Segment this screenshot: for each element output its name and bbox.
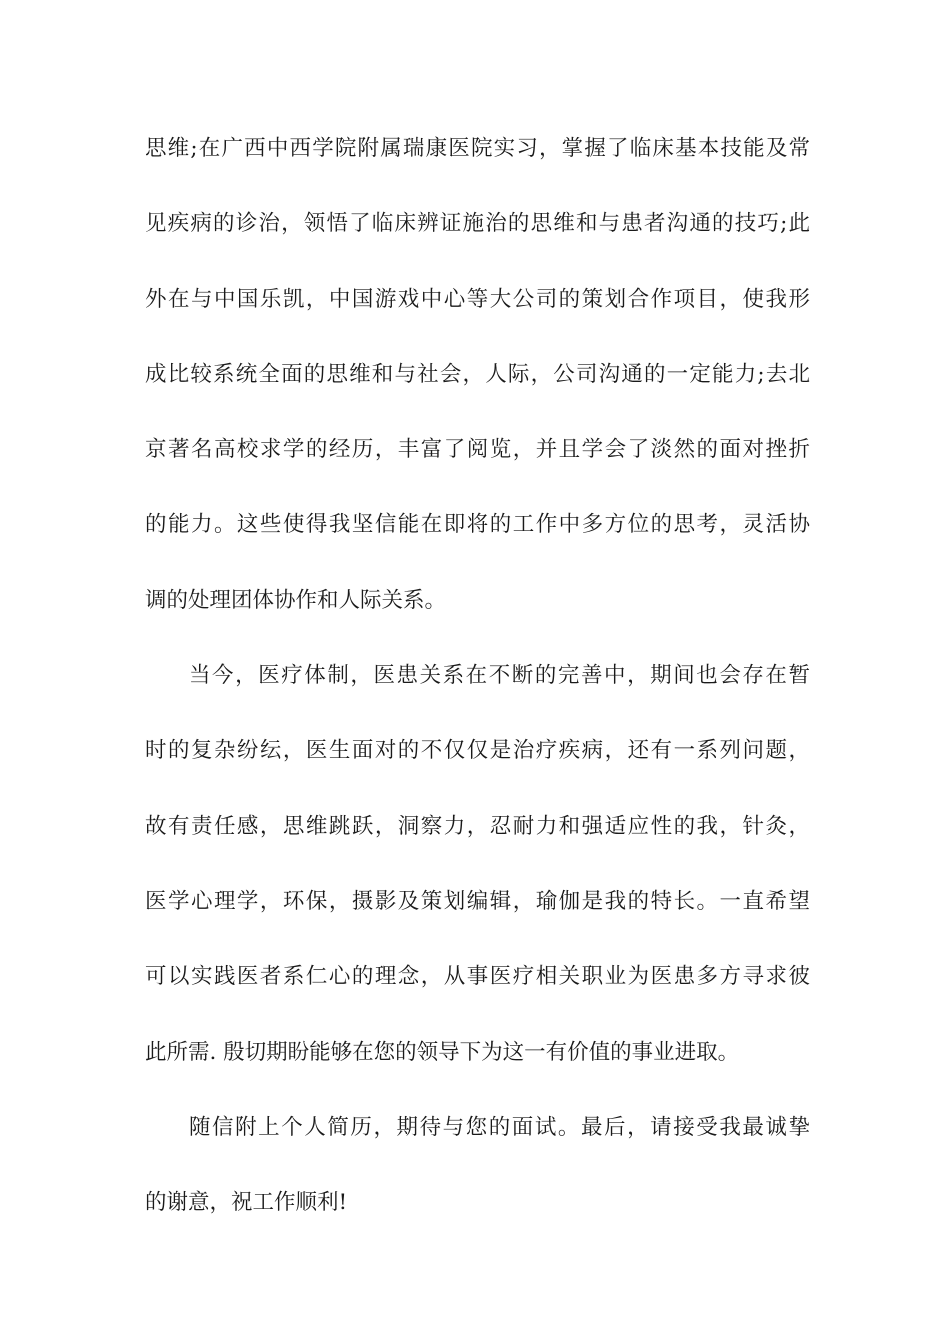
text-line: 可以实践医者系仁心的理念，从事医疗相关职业为医患多方寻求彼 (145, 964, 810, 990)
paragraph-medical-system (145, 655, 810, 1107)
text-line: 思维;在广西中西学院附属瑞康医院实习，掌握了临床基本技能及常 (145, 136, 810, 161)
text-line: 京著名高校求学的经历，丰富了阅览，并且学会了淡然的面对挫折 (145, 437, 810, 463)
document-body (145, 128, 810, 1257)
text-line: 的谢意，祝工作顺利! (145, 1190, 348, 1216)
text-line: 当今，医疗体制，医患关系在不断的完善中，期间也会存在暂 (189, 663, 810, 689)
text-line: 调的处理团体协作和人际关系。 (145, 587, 447, 613)
paragraph-continuation (145, 128, 810, 655)
text-line: 此所需. 殷切期盼能够在您的领导下为这一有价值的事业进取。 (145, 1039, 740, 1065)
text-line: 时的复杂纷纭，医生面对的不仅仅是治疗疾病，还有一系列问题， (145, 738, 810, 764)
text-line: 医学心理学，环保，摄影及策划编辑，瑜伽是我的特长。一直希望 (145, 888, 810, 914)
text-line: 故有责任感，思维跳跃，洞察力，忍耐力和强适应性的我，针灸， (145, 813, 810, 839)
text-line: 外在与中国乐凯，中国游戏中心等大公司的策划合作项目，使我形 (145, 286, 810, 312)
text-line: 的能力。这些使得我坚信能在即将的工作中多方位的思考，灵活协 (145, 512, 810, 538)
text-line: 见疾病的诊治，领悟了临床辨证施治的思维和与患者沟通的技巧;此 (145, 211, 810, 237)
text-line: 成比较系统全面的思维和与社会，人际，公司沟通的一定能力;去北 (145, 361, 810, 387)
paragraph-closing (145, 1107, 810, 1258)
text-line: 随信附上个人简历，期待与您的面试。最后，请接受我最诚挚 (189, 1114, 810, 1140)
